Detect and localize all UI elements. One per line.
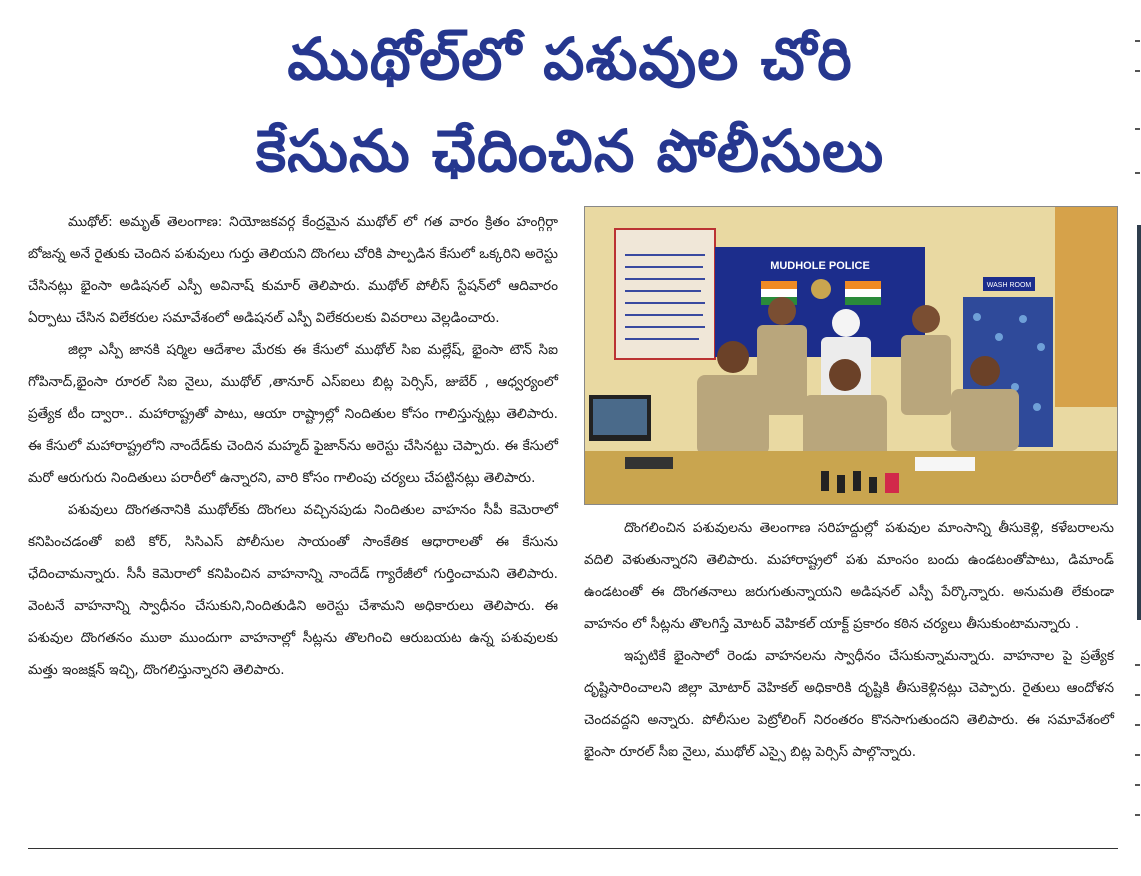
headline-line-2: కేసును ఛేదించిన పోలీసులు <box>255 117 885 185</box>
article-paragraph: జిల్లా ఎస్పీ జానకి షర్మిల ఆదేశాల మేరకు ఈ కేసులో ముథోల్‌ సిఐ మల్లేష్‌, భైంసా టౌన్‌ సిఐ గోపినాద్‌,భైంసా రూరల్‌ సిఐ నైలు, ముథోల్‌ ,తానూర్‌ ఎస్‌ఐలు బిట్ల పెర్సిస్‌, జుబేర్‌ , ఆధ్వర్యంలో ప్రత్యేక టీం ద్వారా.. మహారాష్ట్రతో పాటు, ఆయా రాష్ట్రాల్లో నిందితుల కోసం గాలిస్తున్నట్లు తెలిపారు. ఈ కేసులో మహారాష్ట్రలోని నాందేడ్‌కు చెందిన మహ్మద్‌ ఫైజాన్‌ను అరెస్టు చేసినట్టు చెప్పారు. ఈ కేసులో మరో ఆరుగురు నిందితులు పరారీలో ఉన్నారని, వారి కోసం గాలింపు చర్యలు చేపట్టినట్లు తెలిపారు. <box>28 342 558 486</box>
edge-mark <box>1135 784 1140 786</box>
press-meet-photo <box>584 206 1118 505</box>
edge-mark <box>1135 694 1140 696</box>
article-right-column <box>584 512 1114 768</box>
headline-line-1: ముథోల్‌లో పశువుల చోరి <box>287 25 853 93</box>
wash-room-sign-text: WASH ROOM <box>986 282 1032 289</box>
bottom-divider <box>28 848 1118 849</box>
article-paragraph: పశువులు దొంగతనానికి ముథోల్‌కు దొంగలు వచ్చినపుడు నిందితుల వాహనం సీపీ కెమెరాలో కనిపించడంతో ఐటి కోర్‌, సిసిఎస్‌ పోలీసుల సాయంతో సాంకేతిక ఆధారాలతో ఈ కేసును ఛేదించామన్నారు. సీసీ కెమెరాలో కనిపించిన వాహనాన్ని నాందేడ్‌ గ్యారేజీలో గుర్తించామని తెలిపారు. వెంటనే వాహనాన్ని స్వాధీనం చేసుకుని,నిందితుడిని అరెస్టు చేశామని అధికారులు తెలిపారు. ఈ పశువుల దొంగతనం ముఠా ముందుగా వాహనాల్లో సీట్లను తొలగించి ఆరుబయట ఉన్న పశువులకు మత్తు ఇంజక్షన్‌ ఇచ్చి, దొంగలిస్తున్నారని తెలిపారు. <box>28 502 558 678</box>
article-paragraph: దొంగలించిన పశువులను తెలంగాణ సరిహద్దుల్లో పశువుల మాంసాన్ని తీసుకెళ్లి, కళేబరాలను వదిలి వెళుతున్నారని తెలిపారు. మహారాష్ట్రలో పశు మాంసం బందు ఉండటంతోపాటు, డిమాండ్‌ ఉండటంతో ఈ దొంగతనాలు జరుగుతున్నాయని అడిషనల్‌ ఎస్పీ పేర్కొన్నారు. అనుమతి లేకుండా వాహనం లో సీట్లను తొలగిస్తే మోటర్‌ వెహికల్‌ యాక్ట్‌ ప్రకారం కఠిన చర్యలు తీసుకుంటామన్నారు . <box>584 520 1114 632</box>
edge-mark <box>1135 40 1140 42</box>
edge-mark <box>1135 128 1140 130</box>
adjacent-page-edge <box>1134 0 1141 876</box>
edge-mark <box>1135 172 1140 174</box>
edge-mark <box>1135 70 1140 72</box>
edge-mark <box>1135 754 1140 756</box>
press-meet-photo-illustration <box>585 207 1117 504</box>
article-paragraph: ముథోల్‌: అమృత్‌ తెలంగాణ: నియోజకవర్గ కేంద్రమైన ముథోల్‌ లో గత వారం క్రితం హంగ్గిర్గా బోజన్న అనే రైతుకు చెందిన పశువులు గుర్తు తెలియని దొంగలు చోరికి పాల్పడిన కేసులో ఒక్కరిని అరెస్టు చేసినట్లు భైంసా అడిషనల్‌ ఎస్పీ అవినాష్‌ కుమార్‌ తెలిపారు. ముథోల్‌ పోలీస్‌ స్టేషన్‌లో ఆదివారం ఏర్పాటు చేసిన విలేకరుల సమావేశంలో అడిషనల్‌ ఎస్పీ విలేకరులకు వివరాలు వెల్లడించారు. <box>28 214 558 326</box>
article-paragraph: ఇప్పటికే భైంసాలో రెండు వాహనలను స్వాధీనం చేసుకున్నామన్నారు. వాహనాల పై ప్రత్యేక దృష్టిసారించాలని జిల్లా మోటార్‌ వెహికల్‌ అధికారికి దృష్టికి తీసుకెళ్లినట్లు చెప్పారు. రైతులు ఆందోళన చెందవద్దని అన్నారు. పోలీసుల పెట్రోలింగ్‌ నిరంతరం కొనసాగుతుందని తెలిపారు. ఈ సమావేశంలో భైంసా రూరల్‌ సీఐ నైలు, ముథోల్‌ ఎస్సై బిట్ల పెర్సిస్‌ పాల్గొన్నారు. <box>584 648 1114 760</box>
edge-mark <box>1135 724 1140 726</box>
article-left-column <box>28 206 558 686</box>
board-sign-text: MUDHOLE POLICE <box>770 260 870 272</box>
edge-mark <box>1135 664 1140 666</box>
edge-mark <box>1135 814 1140 816</box>
edge-image-strip <box>1137 225 1141 620</box>
